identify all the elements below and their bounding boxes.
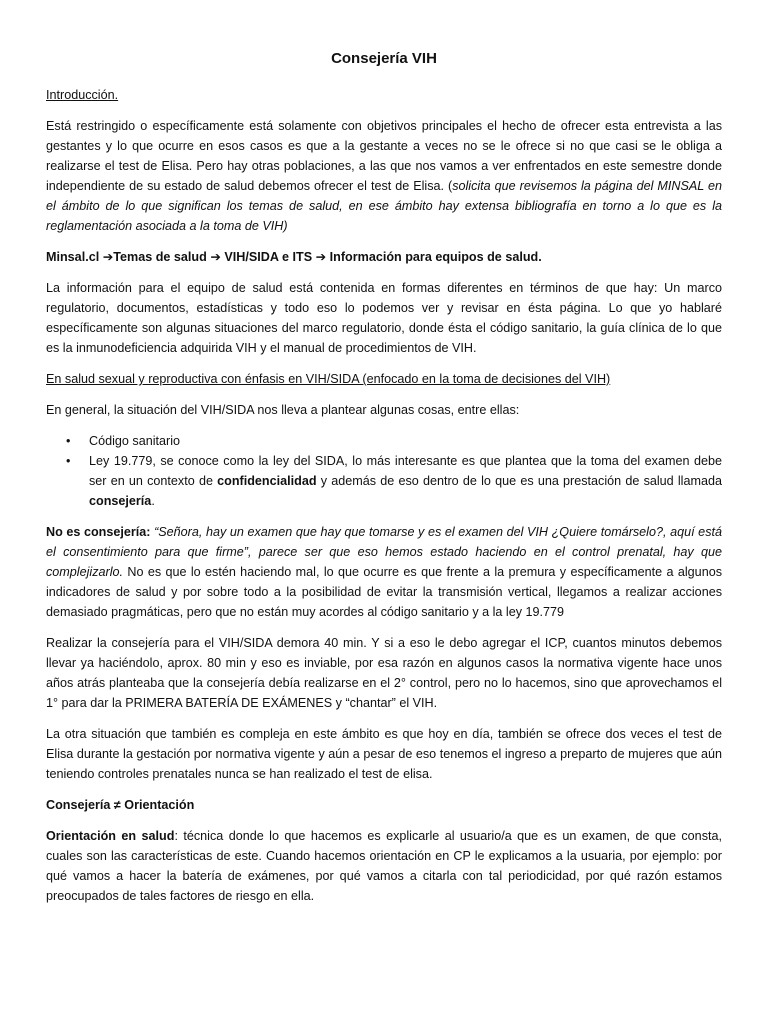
paragraph-intro-italic: solicita que revisemos la página del MINSAL en el ámbito de lo que significan los temas de salud, en ese ámbito hay extensa bibliografía en torno a lo que es la reglamentación asociada a la toma de VIH) — [46, 179, 723, 233]
intro-heading — [46, 85, 722, 105]
list-item-text: Ley 19.779, se conoce como la ley del SIDA, lo más interesante es que plantea que la toma del examen debe ser en un contexto de — [89, 454, 722, 488]
list-item — [46, 451, 722, 511]
page-title: Consejería VIH — [331, 50, 437, 67]
paragraph-general: En general, la situación del VIH/SIDA nos lleva a plantear algunas cosas, entre ellas: — [46, 403, 520, 417]
section-heading-text: En salud sexual y reproductiva con énfasis en VIH/SIDA (enfocado en la toma de decisiones del VIH) — [46, 372, 611, 386]
list-item-bold: consejería — [89, 494, 152, 508]
arrow-right-icon: ➔ — [210, 250, 221, 264]
paragraph-no-consejeria — [46, 522, 722, 622]
paragraph-intro-text: Está restringido o específicamente está solamente con objetivos principales el hecho de ofrecer esta entrevista a las gestantes y lo que ocurre en esos casos es que a la gestante a veces no se le ofrece si no que casi se le obliga a realizarse el test de Elisa. Pero hay otras poblaciones, a las que nos vamos a ver enfrentados en este semestre donde independiente de su estado de salud debemos ofrecer el test de Elisa. ( — [46, 119, 722, 193]
paragraph-quote: “Señora, hay un examen que hay que tomarse y es el examen del VIH ¿Quiere tomárselo?, aquí está el consentimiento para que firme”, parece ser que eso hemos estado haciendo en el control prenatal, hay que complejizarlo. — [46, 525, 722, 579]
paragraph-duration: Realizar la consejería para el VIH/SIDA demora 40 min. Y si a eso le debo agregar el ICP, cuantos minutos debemos llevar ya haciéndolo, aprox. 80 min y eso es inviable, por esa razón en algunos casos la normativa vigente hace unos años atrás planteaba que la consejería debía realizarse en el 2° control, pero no lo hacemos, sino que aprovechamos el 1° para dar la PRIMERA BATERÍA DE EXÁMENES y “chantar” el VIH. — [46, 636, 722, 710]
paragraph-info: La información para el equipo de salud está contenida en formas diferentes en términos de que hay: Un marco regulatorio, documentos, estadísticas y todo eso lo podemos ver y revisar en ésta página. Lo que yo hablaré específicamente son algunas situaciones del marco regulatorio, donde ésta el código sanitario, la guía clínica de lo que es la inmunodeficiencia adquirida VIH y el manual de procedimientos de VIH. — [46, 281, 722, 355]
intro-heading-text: Introducción. — [46, 88, 119, 102]
list-item — [46, 431, 722, 451]
paragraph-orientacion — [46, 826, 722, 906]
paragraph-bold-lead: No es consejería: — [46, 525, 151, 539]
nav-path-item: Minsal.cl — [46, 250, 100, 264]
arrow-right-icon: ➔ — [315, 250, 327, 264]
nav-path-item: Temas de salud — [113, 250, 207, 264]
paragraph-intro — [46, 116, 722, 236]
section-heading — [46, 369, 722, 389]
consejeria-vs-orientacion: Consejería ≠ Orientación — [46, 798, 195, 812]
bullet-list — [46, 431, 722, 511]
paragraph-rest: No es que lo estén haciendo mal, lo que ocurre es que frente a la premura y específicamente a algunos indicadores de salud y por sobre todo a la posibilidad de evitar la transmisión vertical, llegamos a realizar acciones demasiado pragmáticas, pero que no están muy acordes al código sanitario y a la ley 19.779 — [46, 565, 722, 619]
arrow-right-icon: ➔ — [102, 250, 114, 264]
nav-path-item: VIH/SIDA e ITS — [224, 250, 313, 264]
paragraph-elisa: La otra situación que también es compleja en este ámbito es que hoy en día, también se ofrece dos veces el test de Elisa durante la gestación por normativa vigente y aún a pesar de eso tenemos el ingreso a preparto de mujeres que aún teniendo controles prenatales nunca se han realizado el test de elisa. — [46, 727, 722, 781]
list-item-bold: confidencialidad — [217, 474, 317, 488]
paragraph-bold-lead: Orientación en salud — [46, 829, 175, 843]
nav-path — [46, 247, 722, 267]
list-item-text: . — [151, 494, 155, 508]
paragraph-rest: : técnica donde lo que hacemos es explicarle al usuario/a que es un examen, de que consta, cuales son las características de este. Cuando hacemos orientación en CP le explicamos a la usuaria, por ejemplo: por qué vamos a hacer la batería de exámenes, por qué vamos a citarla con tal periodicidad, por qué razón estamos preocupados de tales factores de riesgo en ella. — [46, 829, 722, 903]
list-item-text: y además de eso dentro de lo que es una prestación de salud llamada — [316, 474, 722, 488]
nav-path-item: Información para equipos de salud. — [329, 250, 542, 264]
list-item-text: Código sanitario — [89, 434, 181, 448]
